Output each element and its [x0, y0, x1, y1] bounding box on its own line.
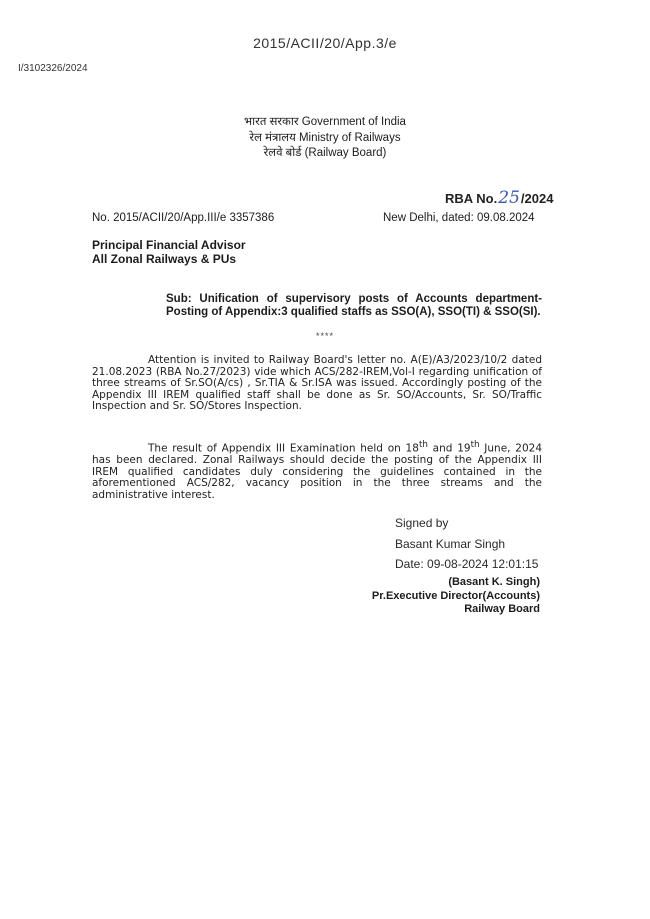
top-reference: 2015/ACII/20/App.3/e [253, 35, 397, 51]
letterhead-board: रेलवे बोर्ड (Railway Board) [263, 147, 387, 159]
esign-signed-by: Signed by [395, 516, 449, 530]
addressee-line1: Principal Financial Advisor [92, 238, 246, 252]
letter-number: No. 2015/ACII/20/App.III/e 3357386 [92, 212, 275, 224]
digital-signature [395, 513, 538, 575]
esign-date: Date: 09-08-2024 12:01:15 [395, 557, 539, 571]
paragraph-1-text: Attention is invited to Railway Board's letter no. A(E)/A3/2023/10/2 dated 21.08.2023 (RBA No.27/2023) vide which ACS/282-IREM,Vol-I regarding unification of three streams of Sr.SO(A/cs) , Sr.TIA & Sr.ISA was issued. Accordingly posting of the Appendix III IREM qualified staff shall be done as Sr. SO/Accounts, Sr. SO/Traffic Inspection and Sr. SO/Stores Inspection. [92, 354, 542, 412]
rba-prefix: RBA No. [445, 191, 498, 206]
paragraph-2-text-c: June, 2024 has been declared. Zonal Railways should decide the posting of the Appendix III IREM qualified candidates duly considering the guidelines contained in the aforementioned ACS/282, vacancy position in the three streams and the administrative interest. [92, 442, 542, 501]
paragraph-1 [92, 355, 542, 413]
paragraph-2-text-b: and 19 [427, 442, 471, 455]
paragraph-2 [92, 440, 542, 501]
signatory-designation: Pr.Executive Director(Accounts) [371, 589, 540, 602]
rba-suffix: /2024 [520, 191, 554, 206]
esign-name: Basant Kumar Singh [395, 536, 506, 551]
signatory-name: (Basant K. Singh) [448, 576, 540, 588]
subject-line: Sub: Unification of supervisory posts of Accounts department- Posting of Appendix:3 qualified staffs as SSO(A), SSO(TI) & SSO(SI). [166, 293, 542, 318]
addressee-line2: All Zonal Railways & PUs [92, 252, 237, 266]
signatory-block [340, 576, 540, 617]
separator-stars: **** [315, 331, 334, 341]
addressee [92, 238, 246, 266]
superscript-th-1: th [418, 440, 428, 450]
letterhead [0, 115, 650, 162]
superscript-th-2: th [470, 440, 480, 450]
signatory-office: Railway Board [464, 603, 540, 615]
letterhead-government: भारत सरकार Government of India [244, 116, 406, 128]
file-number: I/3102326/2024 [18, 63, 88, 74]
rba-number [445, 188, 553, 208]
paragraph-2-text-a: The result of Appendix III Examination held on 18 [148, 442, 419, 455]
rba-handwritten-number: 25 [498, 188, 520, 208]
letterhead-ministry: रेल मंत्रालय Ministry of Railways [249, 131, 401, 144]
letter-date: New Delhi, dated: 09.08.2024 [383, 212, 535, 224]
